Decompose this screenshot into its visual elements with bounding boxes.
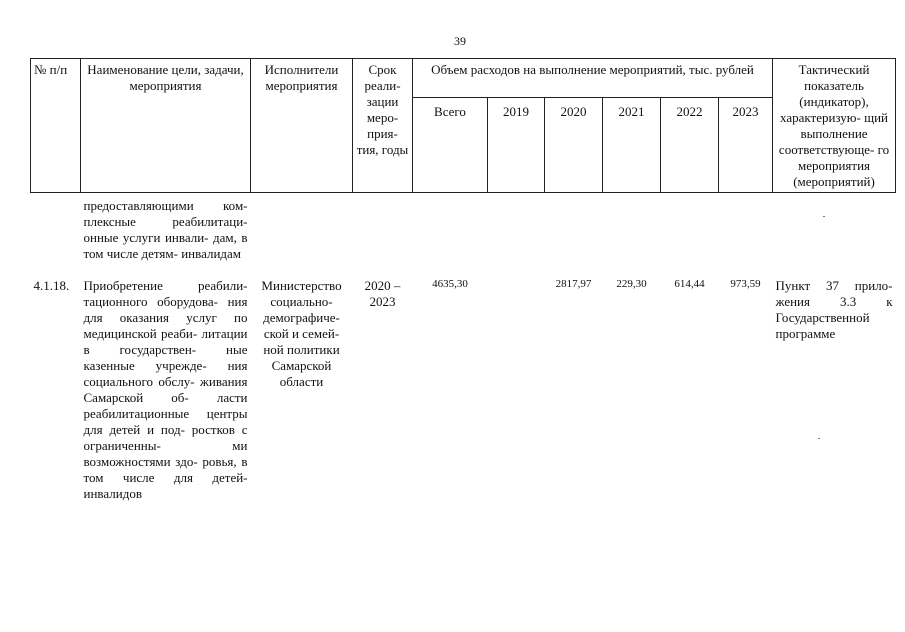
row-2021: 229,30 <box>616 278 647 290</box>
row-2021 <box>603 193 661 275</box>
header-volume: Объем расходов на выполнение мероприятий, тыс. рублей <box>413 59 773 98</box>
row-2023 <box>719 193 773 275</box>
row-executor <box>251 193 353 275</box>
header-year-2022: 2022 <box>661 98 719 193</box>
row-executor: Министерство социально- демографиче- ской и семей- ной политики Самарской области <box>261 278 342 389</box>
row-number <box>31 193 81 275</box>
row-2022: 614,44 <box>674 278 705 290</box>
header-indicator: Тактический показатель (индикатор), характеризую- щий выполнение соответствующе- го мероприятия (мероприятий) <box>773 59 896 193</box>
row-term <box>353 193 413 275</box>
row-2019 <box>488 193 545 275</box>
scan-speck <box>823 216 825 217</box>
header-name: Наименование цели, задачи, мероприятия <box>81 59 251 193</box>
scan-speck <box>818 438 820 439</box>
table-row-4-1-18 <box>31 274 896 502</box>
row-total <box>413 193 488 275</box>
header-total: Всего <box>413 98 488 193</box>
row-total: 4635,30 <box>432 278 468 290</box>
header-number: № п/п <box>31 59 81 193</box>
header-year-2023: 2023 <box>719 98 773 193</box>
row-2020 <box>545 193 603 275</box>
row-number: 4.1.18. <box>33 278 70 293</box>
row-2022 <box>661 193 719 275</box>
header-executor: Исполнители мероприятия <box>251 59 353 193</box>
header-term: Срок реали- зации меро- прия- тия, годы <box>353 59 413 193</box>
header-year-2019: 2019 <box>488 98 545 193</box>
row-name: предоставляющими ком- плексные реабилитаци- онные услуги инвали- дам, в том числе детям- инвалидам <box>83 198 248 261</box>
program-activities-table <box>30 58 896 502</box>
row-indicator <box>773 193 896 275</box>
row-name: Приобретение реабили- тационного оборудова- ния для оказания услуг по медицинской реаби- литации в государствен- ные казенные учрежде- ния социального обслу- живания Самарской об- ласти реабилитационные центры для детей и под- ростков с ограниченны- ми возможностями здо- ровья, в том числе для детей-инвалидов <box>83 278 248 501</box>
header-year-2020: 2020 <box>545 98 603 193</box>
header-year-2021: 2021 <box>603 98 661 193</box>
row-term: 2020 – 2023 <box>364 278 401 309</box>
header-row-1 <box>31 59 896 98</box>
page-number: 39 <box>454 34 466 48</box>
row-2020: 2817,97 <box>555 278 592 290</box>
row-2019 <box>488 274 545 502</box>
row-2023: 973,59 <box>730 278 761 290</box>
table-row-continuation <box>31 193 896 275</box>
row-indicator: Пункт 37 прило- жения 3.3 к Государственной программе <box>775 278 893 341</box>
